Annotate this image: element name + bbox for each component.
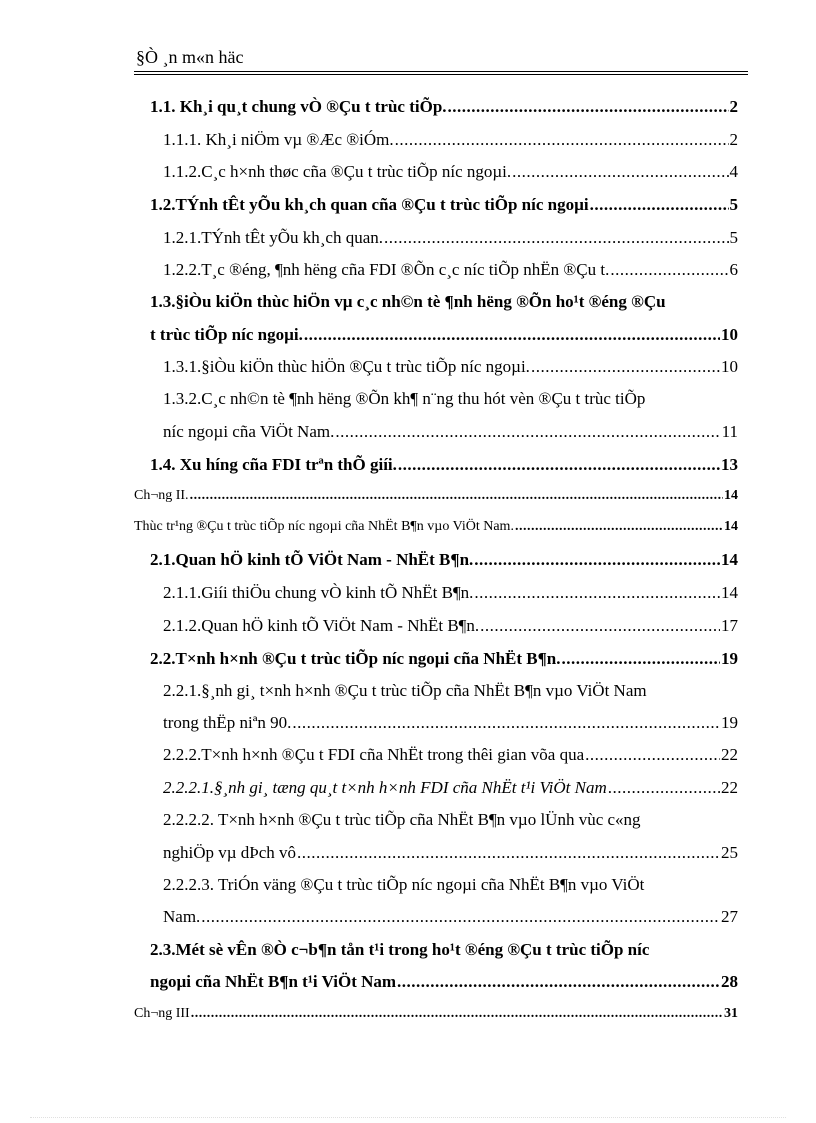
toc-leader: [297, 843, 720, 863]
toc-leader: [304, 325, 720, 345]
toc-leader: [398, 455, 720, 475]
toc-entry-title-line1[interactable]: 2.2.2.3. TriÓn väng ®Çu t trùc tiÕp níc ngoµi cña NhËt B¶n vµo ViÖt: [163, 875, 645, 894]
toc-entry-title: 2.2.2.1.§¸nh gi¸ tæng qu¸t t×nh h×nh FDI cña NhËt t¹i ViÖt Nam: [163, 778, 607, 797]
toc-entry[interactable]: [150, 550, 738, 570]
toc-leader: [474, 550, 720, 570]
toc-leader: [191, 1006, 723, 1022]
toc-entry-page: 25: [721, 843, 738, 862]
toc-entry-title: 2.1.1.Giíi thiÖu chung vÒ kinh tÕ NhËt B¶n.: [163, 583, 474, 602]
toc-entry[interactable]: [150, 649, 738, 669]
toc-leader: [610, 260, 728, 280]
toc-entry-page: 10: [721, 357, 738, 376]
toc-entry-page: 5: [729, 228, 738, 247]
toc-entry-title-line1[interactable]: 2.2.2.2. T×nh h×nh ®Çu t trùc tiÕp cña NhËt B¶n vµo lÜnh vùc c«ng: [163, 810, 641, 829]
toc-leader: [512, 162, 728, 182]
toc-leader: [480, 616, 720, 636]
toc-entry[interactable]: [163, 422, 738, 442]
toc-leader: [590, 195, 729, 215]
toc-entry-title: 1.2.2.T¸c ®éng, ¶nh hëng cña FDI ®Õn c¸c níc tiÕp nhËn ®Çu t.: [163, 260, 610, 279]
toc-entry-page: 14: [724, 519, 738, 534]
toc-entry[interactable]: [163, 357, 738, 377]
toc-leader: [397, 972, 720, 992]
toc-entry-title-line2: Nam.: [163, 907, 201, 926]
toc-entry[interactable]: [134, 519, 738, 535]
toc-entry-title: 2.2.2.T×nh h×nh ®Çu t FDI cña NhËt trong thêi gian võa qua: [163, 745, 585, 764]
toc-leader: [335, 422, 720, 442]
toc-entry-title: 1.2.1.TÝnh tÊt yÕu kh¸ch quan.: [163, 228, 384, 247]
toc-entry-title: 2.1.2.Quan hÖ kinh tÕ ViÖt Nam - NhËt B¶n.: [163, 616, 480, 635]
toc-entry[interactable]: [150, 97, 738, 117]
toc-leader: [608, 778, 720, 798]
toc-entry-page: 14: [721, 550, 738, 569]
toc-entry[interactable]: [150, 972, 738, 992]
toc-entry-page: 2: [729, 130, 738, 149]
toc-entry-page: 14: [724, 488, 738, 503]
toc-entry-title-line1[interactable]: 2.3.Mét sè vÊn ®Ò c¬b¶n tån t¹i trong ho¹t ®éng ®Çu t trùc tiÕp níc: [150, 940, 650, 959]
toc-entry[interactable]: [163, 228, 738, 248]
toc-entry[interactable]: [150, 325, 738, 345]
toc-entry-title: 1.3.1.§iÒu kiÖn thùc hiÖn ®Çu t trùc tiÕp níc ngoµi.: [163, 357, 530, 376]
page-bottom-dotted-line: [30, 1117, 786, 1118]
toc-entry-page: 28: [721, 972, 738, 991]
toc-entry-title: Ch¬ng III: [134, 1006, 190, 1021]
toc-entry-page: 4: [729, 162, 738, 181]
toc-entry-title-line1[interactable]: 1.3.§iÒu kiÖn thùc hiÖn vµ c¸c nh©n tè ¶nh hëng ®Õn ho¹t ®éng ®Çu: [150, 292, 666, 311]
toc-entry-page: 10: [721, 325, 738, 344]
toc-entry-page: 22: [721, 745, 738, 764]
toc-leader: [384, 228, 728, 248]
toc-entry-title: 2.2.T×nh h×nh ®Çu t trùc tiÕp níc ngoµi cña NhËt B¶n.: [150, 649, 561, 668]
toc-entry-title: Ch¬ng II.: [134, 488, 189, 503]
toc-entry-page: 11: [721, 422, 738, 441]
toc-leader: [201, 907, 720, 927]
toc-entry[interactable]: [163, 907, 738, 927]
toc-entry-title-line1[interactable]: 1.3.2.C¸c nh©n tè ¶nh hëng ®Õn kh¶ n¨ng thu hót vèn ®Çu t trùc tiÕp: [163, 389, 646, 408]
toc-entry-title: 1.4. Xu híng cña FDI trªn thÕ giíi.: [150, 455, 397, 474]
toc-entry-page: 17: [721, 616, 738, 635]
toc-entry-page: 13: [721, 455, 738, 474]
toc-entry-page: 22: [721, 778, 738, 797]
toc-entry-title: Thùc tr¹ng ®Çu t trùc tiÕp níc ngoµi cña NhËt B¶n vµo ViÖt Nam.: [134, 519, 514, 534]
toc-entry[interactable]: [163, 162, 738, 182]
toc-entry-title-line2: trong thËp niªn 90.: [163, 713, 292, 732]
toc-entry-page: 14: [721, 583, 738, 602]
toc-entry[interactable]: [150, 455, 738, 475]
toc-entry-page: 6: [729, 260, 738, 279]
toc-leader: [585, 745, 720, 765]
toc-entry-title: 1.2.TÝnh tÊt yÕu kh¸ch quan cña ®Çu t trùc tiÕp níc ngoµi: [150, 195, 589, 214]
toc-entry[interactable]: [163, 616, 738, 636]
toc-entry-title: 1.1.1. Kh¸i niÖm vµ ®Æc ®iÓm.: [163, 130, 394, 149]
toc-entry-title: 2.1.Quan hÖ kinh tÕ ViÖt Nam - NhËt B¶n.: [150, 550, 474, 569]
toc-leader: [395, 130, 729, 150]
toc-entry-title-line2: ngoµi cña NhËt B¶n t¹i ViÖt Nam: [150, 972, 397, 991]
toc-entry-title-line2: t trùc tiÕp níc ngoµi.: [150, 325, 303, 344]
toc-entry[interactable]: [150, 195, 738, 215]
toc-leader: [562, 649, 721, 669]
toc-entry-page: 19: [721, 649, 738, 668]
toc-leader: [531, 357, 720, 377]
toc-leader: [448, 97, 729, 117]
toc-leader: [190, 488, 723, 504]
toc-entry-page: 31: [724, 1006, 738, 1021]
toc-entry-title-line2: nghiÖp vµ dÞch vô: [163, 843, 297, 862]
toc-entry[interactable]: [163, 130, 738, 150]
toc-entry[interactable]: [163, 713, 738, 733]
toc-entry-page: 27: [721, 907, 738, 926]
toc-entry-title: 1.1.2.C¸c h×nh thøc cña ®Çu t trùc tiÕp níc ngoµi.: [163, 162, 512, 181]
toc-entry[interactable]: [134, 1006, 738, 1022]
toc-entry[interactable]: [134, 488, 738, 504]
toc-entry-title: 1.1. Kh¸i qu¸t chung vÒ ®Çu t trùc tiÕp.: [150, 97, 447, 116]
toc-entry[interactable]: [163, 843, 738, 863]
toc-entry-page: 19: [721, 713, 738, 732]
toc-entry-page: 2: [729, 97, 738, 116]
toc-entry[interactable]: [163, 260, 738, 280]
toc-entry-page: 5: [729, 195, 738, 214]
toc-leader: [292, 713, 720, 733]
toc-entry[interactable]: [163, 583, 738, 603]
toc-entry[interactable]: [163, 778, 738, 798]
toc-leader: [474, 583, 720, 603]
toc-leader: [515, 519, 723, 535]
toc-entry-title-line1[interactable]: 2.2.1.§¸nh gi¸ t×nh h×nh ®Çu t trùc tiÕp cña NhËt B¶n vµo ViÖt Nam: [163, 681, 647, 700]
toc-entry[interactable]: [163, 745, 738, 765]
page-header-title: §Ò ¸n m«n häc: [136, 47, 244, 67]
toc-entry-title-line2: níc ngoµi cña ViÖt Nam.: [163, 422, 335, 441]
